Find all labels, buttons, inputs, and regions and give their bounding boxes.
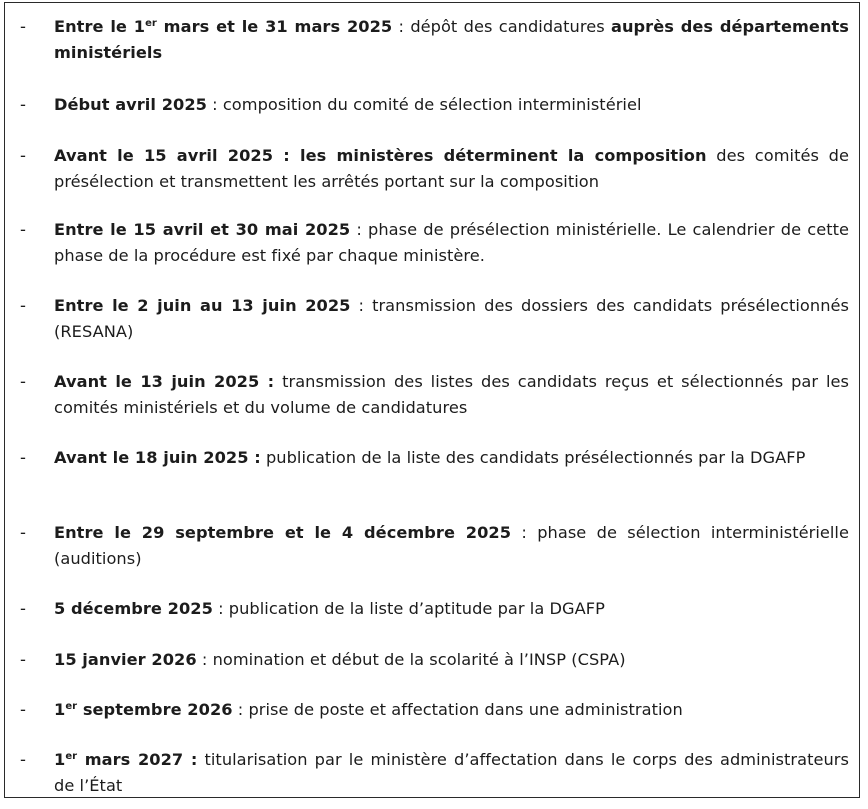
date-label: Avant le 18 juin 2025 :: [54, 448, 261, 467]
event-description: : phase de sélection interministérielle (auditions): [54, 523, 849, 568]
bullet-dash: -: [20, 146, 26, 165]
item-text: [54, 647, 849, 673]
event-description: : nomination et début de la scolarité à l’INSP (CSPA): [196, 650, 626, 669]
bullet-dash: -: [20, 700, 26, 719]
date-label: Entre le 15 avril et 30 mai 2025: [54, 220, 351, 239]
item-text: [54, 92, 849, 118]
bullet-dash: -: [20, 95, 26, 114]
bullet-dash: -: [20, 448, 26, 467]
bullet-dash: -: [20, 220, 26, 239]
item-text: [54, 520, 849, 572]
bullet-dash: -: [20, 17, 26, 36]
item-text: [54, 14, 849, 66]
item-text: [54, 445, 849, 471]
bullet-dash: -: [20, 750, 26, 769]
event-description: transmission des listes des candidats reçus et sélectionnés par les comités ministériels et du volume de candidatures: [54, 372, 850, 417]
date-label: auprès des départements ministériels: [54, 17, 849, 62]
event-description: : prise de poste et affectation dans une administration: [232, 700, 683, 719]
bullet-dash: -: [20, 523, 26, 542]
ordinal-superscript: er: [145, 18, 157, 29]
event-description: : phase de présélection ministérielle. Le calendrier de cette phase de la procédure est fixé par chaque ministère.: [54, 220, 850, 265]
date-label: 5 décembre 2025: [54, 599, 213, 618]
event-description: : composition du comité de sélection interministériel: [206, 95, 642, 114]
event-description: des comités de présélection et transmettent les arrêtés portant sur la composition: [54, 146, 850, 191]
ordinal-superscript: er: [65, 701, 78, 712]
bullet-dash: -: [20, 296, 26, 315]
date-label: mars et le 31 mars 2025: [156, 17, 393, 36]
date-label: septembre 2026: [77, 700, 233, 719]
date-label: Entre le 29 septembre et le 4 décembre 2025: [54, 523, 512, 542]
item-text: [54, 697, 849, 723]
event-description: publication de la liste des candidats présélectionnés par la DGAFP: [260, 448, 806, 467]
date-label: Avant le 13 juin 2025 :: [54, 372, 275, 391]
date-label: Avant le 15 avril 2025 : les ministères déterminent la composition: [54, 146, 707, 165]
bullet-dash: -: [20, 372, 26, 391]
date-label: mars 2027 :: [77, 750, 198, 769]
item-text: [54, 217, 849, 269]
ordinal-superscript: er: [65, 751, 78, 762]
item-text: [54, 143, 849, 195]
bullet-dash: -: [20, 650, 26, 669]
date-label: Début avril 2025: [54, 95, 207, 114]
date-label: 1: [54, 700, 66, 719]
item-text: [54, 293, 849, 345]
item-text: [54, 747, 849, 799]
date-label: Entre le 2 juin au 13 juin 2025: [54, 296, 351, 315]
date-label: 1: [54, 750, 66, 769]
item-text: [54, 596, 849, 622]
date-label: 15 janvier 2026: [54, 650, 197, 669]
item-text: [54, 369, 849, 421]
event-description: : publication de la liste d’aptitude par la DGAFP: [212, 599, 605, 618]
date-label: Entre le 1: [54, 17, 146, 36]
event-description: : transmission des dossiers des candidats présélectionnés (RESANA): [54, 296, 849, 341]
bullet-dash: -: [20, 599, 26, 618]
event-description: : dépôt des candidatures: [392, 17, 611, 36]
event-description: titularisation par le ministère d’affectation dans le corps des administrateurs de l’État: [54, 750, 849, 795]
